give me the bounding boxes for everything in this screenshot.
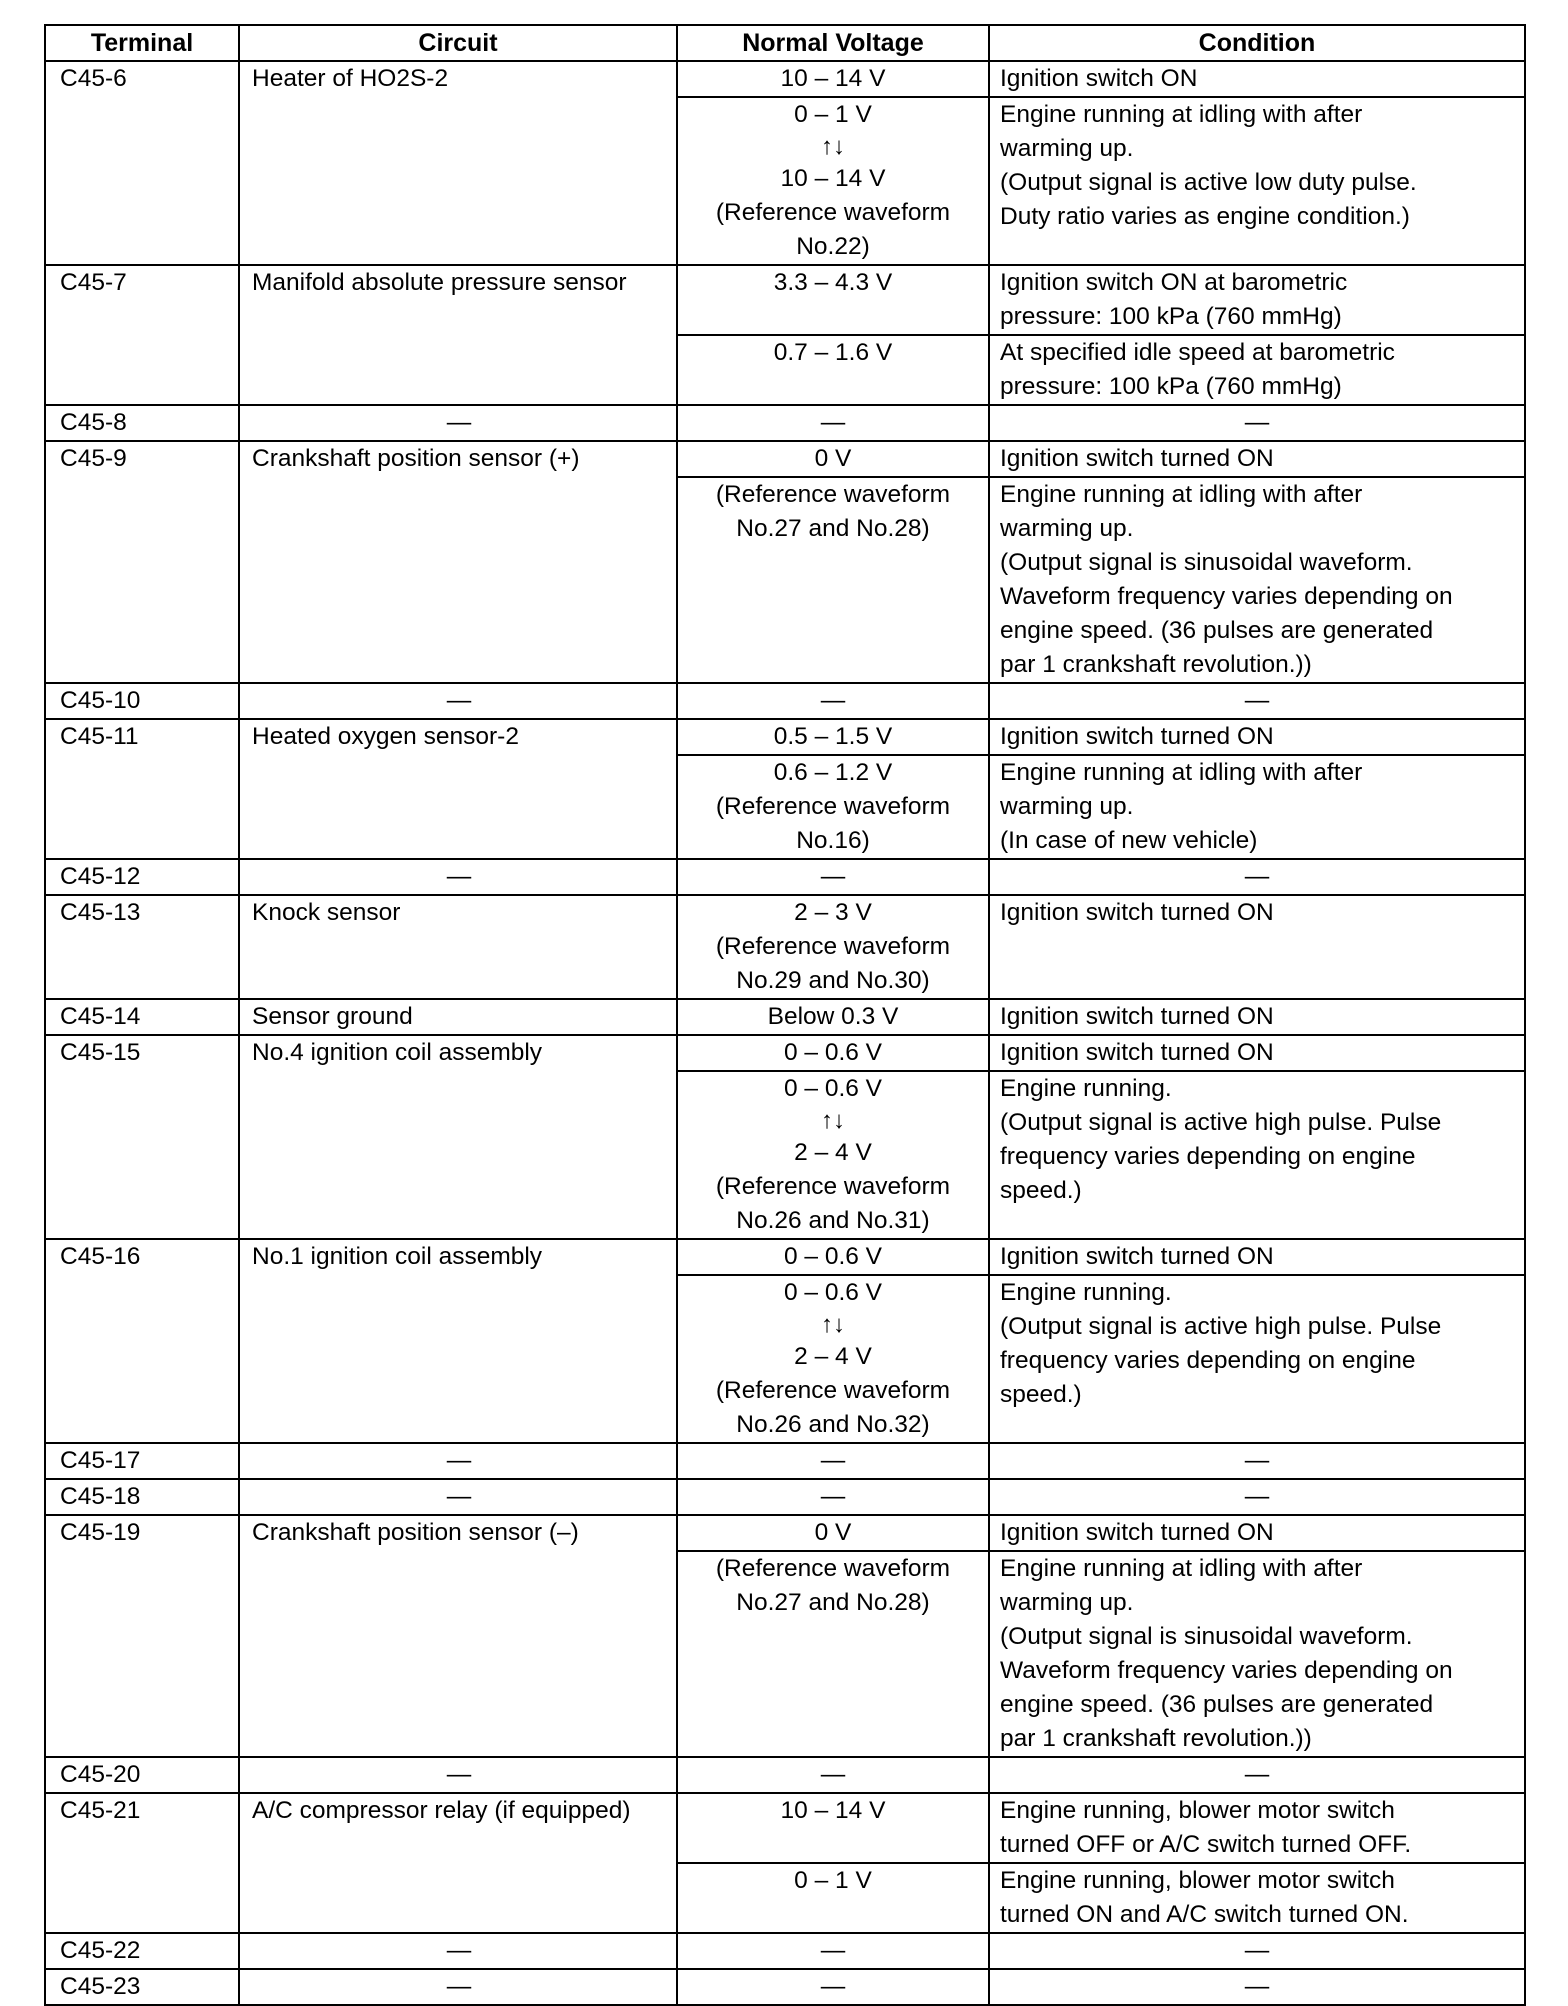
condition-cell (989, 1933, 1525, 1969)
normal-voltage-cell (677, 1515, 989, 1551)
voltage-line: 0 – 0.6 V (783, 1243, 883, 1270)
condition-line: Ignition switch ON (1000, 65, 1198, 92)
condition-line: — (1244, 687, 1270, 714)
normal-voltage-cell (677, 97, 989, 265)
terminal-cell: C45-8 (45, 405, 239, 441)
normal-voltage-cell (677, 1071, 989, 1239)
condition-line: turned OFF or A/C switch turned OFF. (1000, 1831, 1412, 1858)
voltage-line: (Reference waveform (715, 199, 951, 226)
condition-line: Ignition switch turned ON (1000, 899, 1274, 926)
normal-voltage-cell (677, 1793, 989, 1863)
circuit-cell: — (239, 405, 677, 441)
table-body (45, 61, 1525, 2005)
condition-cell (989, 405, 1525, 441)
table-row (45, 895, 1525, 999)
condition-line: Ignition switch turned ON (1000, 1243, 1274, 1270)
voltage-line: 10 – 14 V (780, 1797, 886, 1824)
condition-line: (Output signal is active high pulse. Pulse (1000, 1109, 1442, 1136)
condition-line: (Output signal is sinusoidal waveform. (1000, 549, 1413, 576)
condition-line: Ignition switch turned ON (1000, 1003, 1274, 1030)
condition-cell (989, 683, 1525, 719)
voltage-line: (Reference waveform (715, 1555, 951, 1582)
normal-voltage-cell (677, 895, 989, 999)
voltage-line: — (820, 1447, 846, 1474)
table-row (45, 1757, 1525, 1793)
voltage-line: — (820, 1937, 846, 1964)
condition-cell (989, 1275, 1525, 1443)
condition-line: Engine running at idling with after (1000, 101, 1363, 128)
voltage-line: 0.7 – 1.6 V (773, 339, 893, 366)
table-row (45, 1793, 1525, 1863)
condition-cell (989, 859, 1525, 895)
voltage-line: 0 V (814, 1519, 852, 1546)
normal-voltage-cell (677, 1239, 989, 1275)
condition-line: par 1 crankshaft revolution.)) (1000, 651, 1312, 678)
normal-voltage-cell (677, 1863, 989, 1933)
terminal-voltage-table-sheet (44, 24, 1524, 2006)
header-terminal: Terminal (45, 25, 239, 61)
voltage-line: No.22) (796, 233, 870, 260)
condition-line: (Output signal is active low duty pulse. (1000, 169, 1417, 196)
terminal-cell: C45-7 (45, 265, 239, 405)
circuit-cell: — (239, 1479, 677, 1515)
condition-line: turned ON and A/C switch turned ON. (1000, 1901, 1409, 1928)
circuit-cell: Manifold absolute pressure sensor (239, 265, 677, 405)
condition-cell (989, 1071, 1525, 1239)
condition-line: Ignition switch turned ON (1000, 445, 1274, 472)
up-down-arrow-icon: ↑↓ (821, 133, 845, 160)
condition-cell (989, 999, 1525, 1035)
condition-line: speed.) (1000, 1177, 1082, 1204)
table-row (45, 1933, 1525, 1969)
condition-line: — (1244, 1973, 1270, 2000)
terminal-cell: C45-6 (45, 61, 239, 265)
normal-voltage-cell (677, 1551, 989, 1757)
condition-line: Engine running. (1000, 1279, 1172, 1306)
condition-line: (In case of new vehicle) (1000, 827, 1258, 854)
condition-line: speed.) (1000, 1381, 1082, 1408)
voltage-line: 3.3 – 4.3 V (773, 269, 893, 296)
table-row (45, 1515, 1525, 1551)
table-row (45, 859, 1525, 895)
table-row (45, 1969, 1525, 2005)
table-row (45, 683, 1525, 719)
voltage-line: (Reference waveform (715, 1377, 951, 1404)
terminal-cell: C45-22 (45, 1933, 239, 1969)
voltage-line: No.16) (796, 827, 870, 854)
condition-cell (989, 1969, 1525, 2005)
circuit-cell: — (239, 1933, 677, 1969)
voltage-line: — (820, 1483, 846, 1510)
header-circuit: Circuit (239, 25, 677, 61)
up-down-arrow-icon: ↑↓ (821, 1107, 845, 1134)
condition-line: Engine running at idling with after (1000, 481, 1363, 508)
table-row (45, 265, 1525, 335)
voltage-line: No.29 and No.30) (736, 967, 930, 994)
condition-cell (989, 1479, 1525, 1515)
condition-line: engine speed. (36 pulses are generated (1000, 1691, 1434, 1718)
condition-line: — (1244, 1483, 1270, 1510)
condition-line: warming up. (1000, 1589, 1134, 1616)
terminal-voltage-table (44, 24, 1526, 2006)
terminal-cell: C45-17 (45, 1443, 239, 1479)
circuit-cell: Crankshaft position sensor (+) (239, 441, 677, 683)
voltage-line: — (820, 409, 846, 436)
circuit-cell: A/C compressor relay (if equipped) (239, 1793, 677, 1933)
condition-line: — (1244, 863, 1270, 890)
voltage-line: No.26 and No.31) (736, 1207, 930, 1234)
header-condition: Condition (989, 25, 1525, 61)
condition-line: — (1244, 409, 1270, 436)
condition-line: Engine running, blower motor switch (1000, 1797, 1395, 1824)
normal-voltage-cell (677, 1443, 989, 1479)
voltage-line: — (820, 1761, 846, 1788)
condition-line: Engine running. (1000, 1075, 1172, 1102)
normal-voltage-cell (677, 61, 989, 97)
condition-cell (989, 755, 1525, 859)
condition-cell (989, 1551, 1525, 1757)
voltage-line: (Reference waveform (715, 1173, 951, 1200)
header-normal-voltage: Normal Voltage (677, 25, 989, 61)
normal-voltage-cell (677, 1035, 989, 1071)
condition-line: engine speed. (36 pulses are generated (1000, 617, 1434, 644)
condition-cell (989, 97, 1525, 265)
circuit-cell: Heated oxygen sensor-2 (239, 719, 677, 859)
condition-cell (989, 477, 1525, 683)
table-header-row (45, 25, 1525, 61)
condition-line: Waveform frequency varies depending on (1000, 1657, 1453, 1684)
voltage-line: 0.6 – 1.2 V (773, 759, 893, 786)
condition-line: Ignition switch turned ON (1000, 1039, 1274, 1066)
condition-cell (989, 335, 1525, 405)
voltage-line: — (820, 1973, 846, 2000)
normal-voltage-cell (677, 1933, 989, 1969)
condition-line: — (1244, 1761, 1270, 1788)
voltage-line: (Reference waveform (715, 481, 951, 508)
normal-voltage-cell (677, 999, 989, 1035)
condition-line: pressure: 100 kPa (760 mmHg) (1000, 303, 1342, 330)
terminal-cell: C45-19 (45, 1515, 239, 1757)
voltage-line: (Reference waveform (715, 933, 951, 960)
condition-cell (989, 1757, 1525, 1793)
circuit-cell: No.4 ignition coil assembly (239, 1035, 677, 1239)
normal-voltage-cell (677, 1969, 989, 2005)
voltage-line: No.27 and No.28) (736, 1589, 930, 1616)
up-down-arrow-icon: ↑↓ (821, 1311, 845, 1338)
normal-voltage-cell (677, 441, 989, 477)
voltage-line: — (820, 863, 846, 890)
voltage-line: 10 – 14 V (780, 165, 886, 192)
condition-line: frequency varies depending on engine (1000, 1347, 1416, 1374)
table-row (45, 719, 1525, 755)
terminal-cell: C45-13 (45, 895, 239, 999)
normal-voltage-cell (677, 1275, 989, 1443)
condition-line: (Output signal is sinusoidal waveform. (1000, 1623, 1413, 1650)
condition-line: frequency varies depending on engine (1000, 1143, 1416, 1170)
voltage-line: 0 – 1 V (794, 101, 872, 128)
terminal-cell: C45-21 (45, 1793, 239, 1933)
condition-line: — (1244, 1937, 1270, 1964)
circuit-cell: Crankshaft position sensor (–) (239, 1515, 677, 1757)
terminal-cell: C45-23 (45, 1969, 239, 2005)
condition-cell (989, 895, 1525, 999)
circuit-cell: — (239, 1443, 677, 1479)
condition-line: Engine running, blower motor switch (1000, 1867, 1395, 1894)
condition-line: warming up. (1000, 793, 1134, 820)
normal-voltage-cell (677, 405, 989, 441)
table-row (45, 61, 1525, 97)
condition-line: — (1244, 1447, 1270, 1474)
terminal-cell: C45-12 (45, 859, 239, 895)
voltage-line: 2 – 4 V (794, 1343, 872, 1370)
circuit-cell: — (239, 1969, 677, 2005)
normal-voltage-cell (677, 477, 989, 683)
voltage-line: 2 – 4 V (794, 1139, 872, 1166)
voltage-line: — (820, 687, 846, 714)
terminal-cell: C45-16 (45, 1239, 239, 1443)
table-row (45, 405, 1525, 441)
circuit-cell: No.1 ignition coil assembly (239, 1239, 677, 1443)
condition-line: warming up. (1000, 515, 1134, 542)
condition-line: Ignition switch turned ON (1000, 1519, 1274, 1546)
terminal-cell: C45-20 (45, 1757, 239, 1793)
voltage-line: No.26 and No.32) (736, 1411, 930, 1438)
table-row (45, 441, 1525, 477)
condition-cell (989, 1443, 1525, 1479)
circuit-cell: Sensor ground (239, 999, 677, 1035)
condition-line: Duty ratio varies as engine condition.) (1000, 203, 1410, 230)
table-row (45, 1479, 1525, 1515)
circuit-cell: Knock sensor (239, 895, 677, 999)
normal-voltage-cell (677, 683, 989, 719)
normal-voltage-cell (677, 859, 989, 895)
terminal-cell: C45-11 (45, 719, 239, 859)
normal-voltage-cell (677, 335, 989, 405)
condition-cell (989, 1239, 1525, 1275)
condition-cell (989, 1035, 1525, 1071)
condition-line: pressure: 100 kPa (760 mmHg) (1000, 373, 1342, 400)
terminal-cell: C45-15 (45, 1035, 239, 1239)
circuit-cell: Heater of HO2S-2 (239, 61, 677, 265)
condition-cell (989, 1863, 1525, 1933)
normal-voltage-cell (677, 719, 989, 755)
circuit-cell: — (239, 859, 677, 895)
normal-voltage-cell (677, 1479, 989, 1515)
normal-voltage-cell (677, 265, 989, 335)
normal-voltage-cell (677, 755, 989, 859)
table-row (45, 1035, 1525, 1071)
condition-line: (Output signal is active high pulse. Pulse (1000, 1313, 1442, 1340)
condition-line: warming up. (1000, 135, 1134, 162)
circuit-cell: — (239, 1757, 677, 1793)
voltage-line: 10 – 14 V (780, 65, 886, 92)
voltage-line: 0 – 1 V (794, 1867, 872, 1894)
condition-cell (989, 61, 1525, 97)
voltage-line: 0 – 0.6 V (783, 1279, 883, 1306)
table-row (45, 1443, 1525, 1479)
condition-line: Ignition switch turned ON (1000, 723, 1274, 750)
table-row (45, 1239, 1525, 1275)
voltage-line: 0.5 – 1.5 V (773, 723, 893, 750)
table-row (45, 999, 1525, 1035)
terminal-cell: C45-14 (45, 999, 239, 1035)
condition-line: par 1 crankshaft revolution.)) (1000, 1725, 1312, 1752)
condition-line: Ignition switch ON at barometric (1000, 269, 1348, 296)
voltage-line: No.27 and No.28) (736, 515, 930, 542)
normal-voltage-cell (677, 1757, 989, 1793)
condition-cell (989, 1793, 1525, 1863)
condition-line: At specified idle speed at barometric (1000, 339, 1395, 366)
condition-line: Engine running at idling with after (1000, 1555, 1363, 1582)
voltage-line: 0 – 0.6 V (783, 1039, 883, 1066)
condition-cell (989, 719, 1525, 755)
voltage-line: 0 – 0.6 V (783, 1075, 883, 1102)
condition-line: Engine running at idling with after (1000, 759, 1363, 786)
voltage-line: 2 – 3 V (794, 899, 872, 926)
terminal-cell: C45-10 (45, 683, 239, 719)
circuit-cell: — (239, 683, 677, 719)
voltage-line: Below 0.3 V (767, 1003, 899, 1030)
condition-cell (989, 265, 1525, 335)
condition-line: Waveform frequency varies depending on (1000, 583, 1453, 610)
terminal-cell: C45-18 (45, 1479, 239, 1515)
terminal-cell: C45-9 (45, 441, 239, 683)
condition-cell (989, 441, 1525, 477)
voltage-line: 0 V (814, 445, 852, 472)
condition-cell (989, 1515, 1525, 1551)
voltage-line: (Reference waveform (715, 793, 951, 820)
